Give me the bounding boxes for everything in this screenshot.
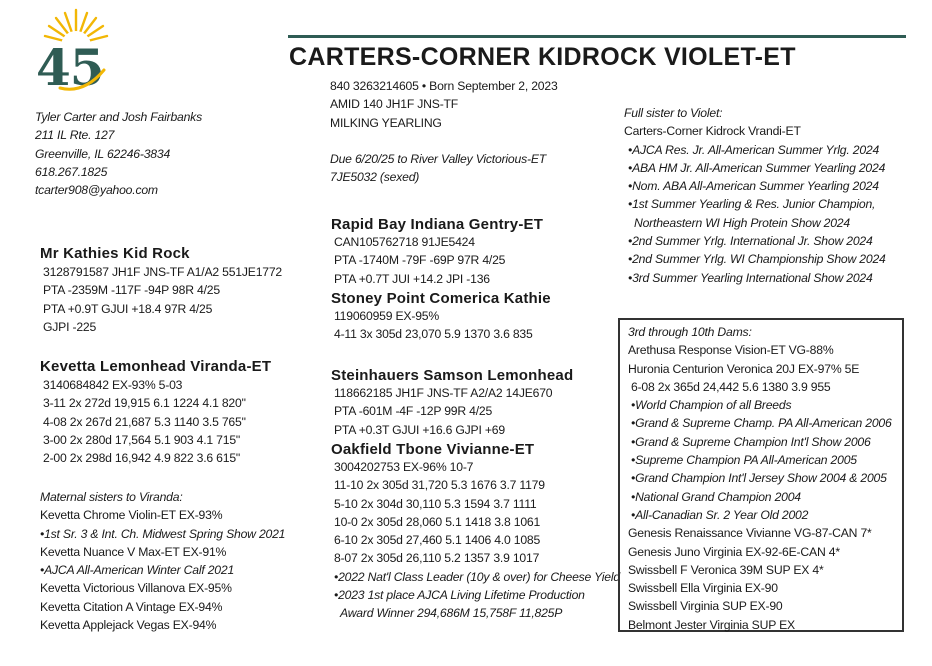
dams-line: •All-Canadian Sr. 2 Year Old 2002 (631, 507, 809, 522)
maternal-line: Kevetta Victorious Villanova EX-95% (40, 581, 232, 596)
animal-id-birth: 840 3263214605 • Born September 2, 2023 (330, 79, 558, 93)
sire-line: PTA +0.9T GJUI +18.4 97R 4/25 (43, 301, 213, 316)
sire-line: 3128791587 JH1F JNS-TF A1/A2 551JE1772 (43, 265, 283, 279)
sire-name: Mr Kathies Kid Rock (40, 245, 190, 262)
maternal-line: •AJCA All-American Winter Calf 2021 (40, 563, 235, 578)
dam-dam-line: 8-07 2x 305d 26,110 5.2 1357 3.9 1017 (334, 551, 540, 566)
dams-line: Arethusa Response Vision-ET VG-88% (628, 343, 834, 358)
sire-dam-block (331, 290, 551, 344)
full-sister-line: •2nd Summer Yrlg. WI Championship Show 2024 (628, 252, 886, 267)
dam-line: 4-08 2x 267d 21,687 5.3 1140 3.5 765" (43, 414, 246, 429)
maternal-sisters (40, 488, 285, 634)
dam-sire-line: PTA +0.3T GJUI +16.6 GJPI +69 (334, 422, 505, 437)
dam-dam-name: Oakfield Tbone Vivianne-ET (331, 441, 535, 458)
dam-sire-line: PTA -601M -4F -12P 99R 4/25 (334, 404, 493, 419)
dam-dam-line: 5-10 2x 304d 30,110 5.3 1594 3.7 1111 (334, 496, 537, 511)
dam-line: 3-00 2x 280d 17,564 5.1 903 4.1 715" (43, 432, 241, 447)
title-divider (288, 35, 906, 38)
dams-line: •Grand & Supreme Champ. PA All-American 2006 (631, 416, 892, 431)
owner-email[interactable]: tcarter908@yahoo.com (35, 183, 158, 198)
due-info (330, 150, 546, 187)
dam-dam-line: •2023 1st place AJCA Living Lifetime Production (334, 588, 585, 603)
full-sister-line: •3rd Summer Yearling International Show 2024 (628, 270, 873, 285)
dams-line: •National Grand Champion 2004 (631, 489, 801, 504)
dam-dam-line: 10-0 2x 305d 28,060 5.1 1418 3.8 1061 (334, 514, 541, 529)
sire-line: PTA -2359M -117F -94P 98R 4/25 (43, 283, 220, 298)
owner-phone: 618.267.1825 (35, 164, 108, 179)
dam-sire-name: Steinhauers Samson Lemonhead (331, 367, 574, 384)
full-sister-line: •1st Summer Yearling & Res. Junior Champion, (628, 197, 876, 212)
full-sister-line: •2nd Summer Yrlg. International Jr. Show 2024 (628, 234, 873, 249)
sire-sire-name: Rapid Bay Indiana Gentry-ET (331, 216, 544, 233)
logo-number: 45 (36, 38, 104, 97)
dam-block (40, 358, 271, 467)
dam-dam-line: 11-10 2x 305d 31,720 5.3 1676 3.7 1179 (334, 478, 545, 493)
dam-line: 3-11 2x 272d 19,915 6.1 1224 4.1 820" (43, 396, 246, 411)
dams-block (628, 323, 892, 634)
full-sister-line: •Nom. ABA All-American Summer Yearling 2024 (628, 179, 879, 194)
sire-dam-line: 119060959 EX-95% (334, 309, 439, 323)
dams-line: •World Champion of all Breeds (631, 398, 792, 413)
animal-class: MILKING YEARLING (330, 115, 442, 130)
full-sister-line: •ABA HM Jr. All-American Summer Yearling 2024 (628, 160, 886, 175)
dam-sire-block (331, 367, 573, 439)
animal-amid: AMID 140 JH1F JNS-TF (330, 97, 459, 112)
dams-line: •Grand & Supreme Champion Int'l Show 2006 (631, 434, 871, 449)
full-sister-line: •AJCA Res. Jr. All-American Summer Yrlg. 2024 (628, 142, 880, 157)
owner-info (35, 108, 202, 199)
maternal-line: Kevetta Nuance V Max-ET EX-91% (40, 544, 227, 559)
owner-names: Tyler Carter and Josh Fairbanks (35, 110, 202, 124)
page-title: CARTERS-CORNER KIDROCK VIOLET-ET (289, 43, 796, 71)
dams-line: Swissbell Ella Virginia EX-90 (628, 581, 778, 596)
logo-swoosh-icon (58, 64, 106, 94)
sire-sire-line: CAN105762718 91JE5424 (334, 235, 475, 249)
sire-block (40, 245, 282, 336)
dam-dam-line: Award Winner 294,686M 15,758F 11,825P (340, 606, 563, 621)
due-date: Due 6/20/25 to River Valley Victorious-ET (330, 152, 547, 166)
dams-line: 6-08 2x 365d 24,442 5.6 1380 3.9 955 (631, 379, 831, 394)
dams-line: Swissbell Virginia SUP EX-90 (628, 599, 783, 614)
sire-sire-line: PTA +0.7T JUI +14.2 JPI -136 (334, 271, 490, 286)
maternal-line: Kevetta Chrome Violin-ET EX-93% (40, 508, 223, 523)
dams-line: Swissbell F Veronica 39M SUP EX 4* (628, 562, 824, 577)
dam-dam-line: 6-10 2x 305d 27,460 5.1 1406 4.0 1085 (334, 533, 541, 548)
maternal-heading: Maternal sisters to Viranda: (40, 490, 183, 504)
dams-line: Genesis Juno Virginia EX-92-6E-CAN 4* (628, 544, 840, 559)
maternal-line: Kevetta Citation A Vintage EX-94% (40, 599, 223, 614)
sire-sire-block (331, 216, 543, 288)
dam-line: 2-00 2x 298d 16,942 4.9 822 3.6 615" (43, 451, 241, 466)
dam-name: Kevetta Lemonhead Viranda-ET (40, 358, 272, 375)
due-sire-code: 7JE5032 (sexed) (330, 170, 420, 185)
dam-dam-block (331, 441, 620, 623)
dam-line: 3140684842 EX-93% 5-03 (43, 378, 183, 392)
dams-line: Genesis Renaissance Vivianne VG-87-CAN 7* (628, 526, 872, 541)
full-sister-block (624, 104, 886, 287)
dams-line: Huronia Centurion Veronica 20J EX-97% 5E (628, 361, 860, 376)
maternal-line: Kevetta Applejack Vegas EX-94% (40, 618, 217, 633)
dams-line: Belmont Jester Virginia SUP EX (628, 617, 795, 632)
owner-address: 211 IL Rte. 127 (35, 128, 115, 143)
sire-line: GJPI -225 (43, 319, 97, 334)
dams-line: 3rd through 10th Dams: (628, 325, 752, 339)
dam-sire-line: 118662185 JH1F JNS-TF A2/A2 14JE670 (334, 386, 553, 400)
dam-dam-line: 3004202753 EX-96% 10-7 (334, 460, 474, 474)
sire-dam-name: Stoney Point Comerica Kathie (331, 290, 551, 307)
full-sister-line: Carters-Corner Kidrock Vrandi-ET (624, 124, 801, 139)
sire-sire-line: PTA -1740M -79F -69P 97R 4/25 (334, 253, 506, 268)
full-sister-line: Northeastern WI High Protein Show 2024 (634, 215, 850, 230)
dam-dam-line: •2022 Nat'l Class Leader (10y & over) for Cheese Yield (334, 569, 620, 584)
dams-line: •Supreme Champion PA All-American 2005 (631, 453, 857, 468)
full-sister-line: Full sister to Violet: (624, 106, 723, 120)
owner-city: Greenville, IL 62246-3834 (35, 146, 171, 161)
dams-line: •Grand Champion Int'l Jersey Show 2004 & 2005 (631, 471, 887, 486)
maternal-line: •1st Sr. 3 & Int. Ch. Midwest Spring Show 2021 (40, 526, 286, 541)
sire-dam-line: 4-11 3x 305d 23,070 5.9 1370 3.6 835 (334, 327, 533, 342)
animal-info (330, 77, 558, 132)
